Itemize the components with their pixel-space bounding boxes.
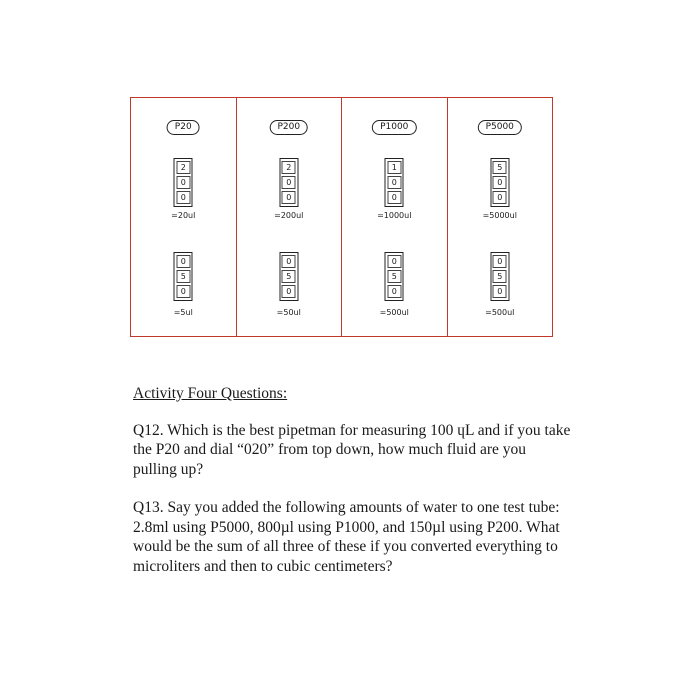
dial-digit: 0 <box>493 255 507 268</box>
dial-digit: 0 <box>176 191 190 204</box>
questions-section <box>133 384 573 576</box>
dial-digit: 0 <box>493 176 507 189</box>
question-q12: Q12. Which is the best pipetman for measuring 100 ɥL and if you take the P20 and dial “020” from top down, how much fluid are you pulling up? <box>133 421 571 478</box>
pipette-dial-display <box>279 158 298 207</box>
pipette-volume-label: =500ul <box>379 308 409 317</box>
pipette-name-label: P5000 <box>478 120 522 135</box>
dial-digit: 2 <box>282 161 296 174</box>
pipette-column-p1000 <box>342 98 448 336</box>
dial-digit: 0 <box>387 191 401 204</box>
pipette-name-label: P20 <box>167 120 200 135</box>
pipette-volume-label: =500ul <box>485 308 515 317</box>
section-heading: Activity Four Questions: <box>133 385 288 402</box>
pipette-column-p200 <box>237 98 343 336</box>
dial-digit: 5 <box>176 270 190 283</box>
pipette-volume-label: =50ul <box>276 308 301 317</box>
dial-digit: 0 <box>282 285 296 298</box>
dial-digit: 5 <box>493 161 507 174</box>
pipette-dial-display <box>385 158 404 207</box>
dial-digit: 0 <box>176 176 190 189</box>
dial-digit: 5 <box>387 270 401 283</box>
dial-digit: 0 <box>387 176 401 189</box>
pipette-dial-display <box>490 158 509 207</box>
dial-digit: 0 <box>387 255 401 268</box>
dial-digit: 0 <box>176 285 190 298</box>
pipette-column-p5000 <box>448 98 553 336</box>
pipette-dial-display <box>174 252 193 301</box>
dial-digit: 0 <box>176 255 190 268</box>
dial-digit: 0 <box>493 285 507 298</box>
dial-digit: 0 <box>387 285 401 298</box>
pipette-dial-display <box>385 252 404 301</box>
pipette-volume-label: =20ul <box>171 211 196 220</box>
dial-digit: 5 <box>493 270 507 283</box>
question-q13: Q13. Say you added the following amounts of water to one test tube: 2.8ml using P5000, 800µl using P1000, and 150µl using P200. What would be the sum of all three of these if you converted everything to microliters and then to cubic centimeters? <box>133 499 560 575</box>
pipette-dial-display <box>279 252 298 301</box>
dial-digit: 2 <box>176 161 190 174</box>
dial-digit: 0 <box>282 255 296 268</box>
pipette-name-label: P200 <box>269 120 308 135</box>
pipette-volume-label: =200ul <box>274 211 304 220</box>
pipette-dial-display <box>490 252 509 301</box>
pipette-volume-label: =5000ul <box>482 211 517 220</box>
dial-digit: 0 <box>282 176 296 189</box>
pipette-volume-label: =1000ul <box>377 211 412 220</box>
pipette-name-label: P1000 <box>372 120 416 135</box>
pipette-diagram-table <box>130 97 553 337</box>
pipette-column-p20 <box>131 98 237 336</box>
pipette-volume-label: =5ul <box>173 308 193 317</box>
dial-digit: 0 <box>282 191 296 204</box>
pipette-dial-display <box>174 158 193 207</box>
dial-digit: 0 <box>493 191 507 204</box>
dial-digit: 1 <box>387 161 401 174</box>
dial-digit: 5 <box>282 270 296 283</box>
